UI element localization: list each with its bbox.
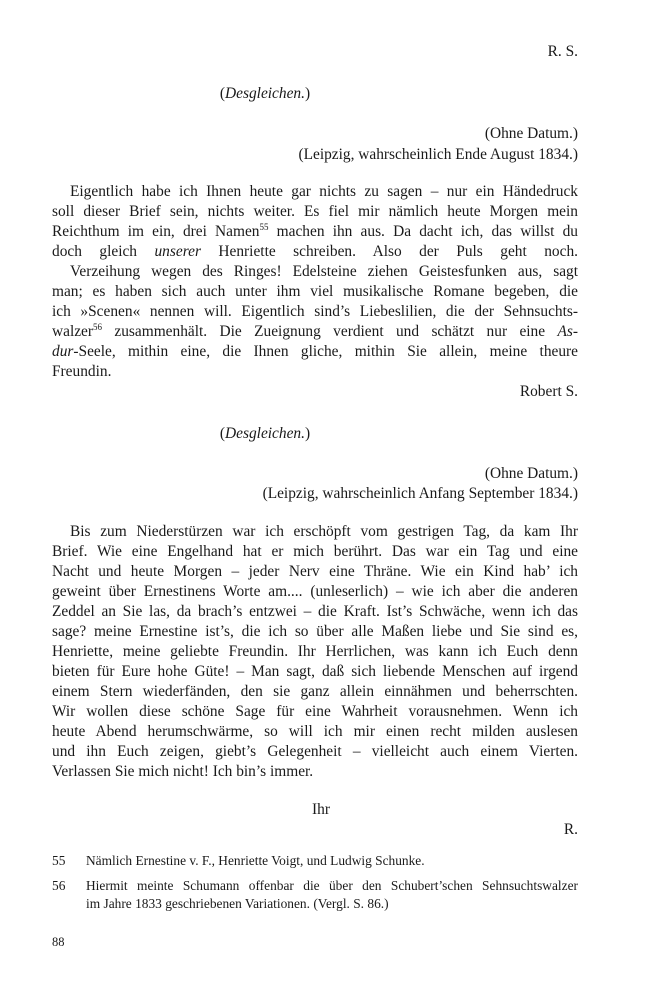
paragraph-line: Eigentlich habe ich Ihnen heute gar nichts zu sagen – nur ein Händedruck [70,183,578,200]
closing-ihr: Ihr [312,801,330,818]
paragraph-line: soll dieser Brief sein, nichts weiter. Es fiel mir nämlich heute Morgen mein [52,203,578,220]
paragraph-line: ich »Scenen« nennen will. Eigentlich sind’s Liebeslilien, die der Sehnsuchts- [52,303,578,320]
letter-date-1: (Ohne Datum.) [484,125,578,142]
paragraph-line: geweint über Ernestinens Worte am.... (unleserlich) – wie ich aber die anderen [52,583,578,600]
paragraph-line: und ihn Euch zeigen, giebt’s Gelegenheit – vielleicht auch einem Vierten. [52,743,578,760]
paragraph-line: bieten für Eure hohe Güte! – Man sagt, daß sich liebende Menschen auf irgend [52,663,578,680]
paragraph-line: Wir wollen diese schöne Sage für eine Wahrheit vorausnehmen. Wenn ich [52,703,578,720]
paragraph-line: Verzeihung wegen des Ringes! Edelsteine ziehen Geistesfunken aus, sagt [70,263,578,280]
paragraph-line: Henriette, meine geliebte Freundin. Ihr Herrlichen, was kann ich Euch denn [52,643,578,660]
paragraph-line: doch gleich unserer Henriette schreiben. Also der Puls geht noch. [52,243,579,260]
footnote-text: Hiermit meinte Schumann offenbar die über den Schubert’schen Sehnsuchtswalzer [86,878,578,893]
paragraph-line: einem Stern wiederfänden, den sie ganz allein einnähmen und beherrschten. [52,683,578,700]
letter-heading-2: (Desgleichen.) [219,425,311,442]
paragraph-line: Reichthum im ein, drei Namen$^{55}$ machen ihn aus. Da dacht ich, das willst du [52,222,578,240]
paragraph-line: Verlassen Sie mich nicht! Ich bin’s immer. [52,763,314,780]
footnote-number: 56 [52,878,66,893]
book-page [52,0,578,990]
paragraph-line: Brief. Wie eine Engelhand hat er mich berührt. Das war ein Tag und eine [52,543,578,560]
paragraph-line: Bis zum Niederstürzen war ich erschöpft vom gestrigen Tag, da kam Ihr [70,523,578,540]
footnote-ref-56: 56 [93,322,103,332]
footnote-number: 55 [52,853,66,868]
signature-rs: R. S. [547,43,578,60]
letter-heading-1: (Desgleichen.) [219,85,311,102]
letter-place-2: (Leipzig, wahrscheinlich Anfang September 1834.) [262,485,578,502]
paragraph-line: sage? meine Ernestine ist’s, die ich so über alle Maßen liebe und Sie sind es, [52,623,578,640]
footnote-ref-55: 55 [259,222,269,232]
signature-robert: Robert S. [519,383,578,400]
paragraph-line: dur-Seele, mithin eine, die Ihnen gliche, mithin Sie allein, meine theure [52,343,578,360]
footnote-text: Nämlich Ernestine v. F., Henriette Voigt, und Ludwig Schunke. [86,853,425,868]
paragraph-line: walzer$^{56}$ zusammenhält. Die Zueignung verdient und schätzt nur eine As- [52,322,578,340]
signature-r: R. [563,821,578,838]
page-number: 88 [52,935,65,949]
letter-place-1: (Leipzig, wahrscheinlich Ende August 1834.) [298,146,578,163]
paragraph-line: Zeddel an Sie las, da brach’s entzwei – die Kraft. Ist’s Schwäche, wenn ich das [52,603,578,620]
paragraph-line: heute Abend herumschwärme, so will ich mir einen recht milden auslesen [52,723,578,740]
paragraph-line: Freundin. [52,363,112,380]
footnote-text: im Jahre 1833 geschriebenen Variationen. (Vergl. S. 86.) [86,896,389,911]
paragraph-line: man; es haben sich auch unter ihm viel musikalische Romane begeben, die [52,283,578,300]
letter-date-2: (Ohne Datum.) [484,465,578,482]
paragraph-line: Nacht und heute Morgen – jeder Nerv eine Thräne. Wie ein Kind hab’ ich [52,563,578,580]
